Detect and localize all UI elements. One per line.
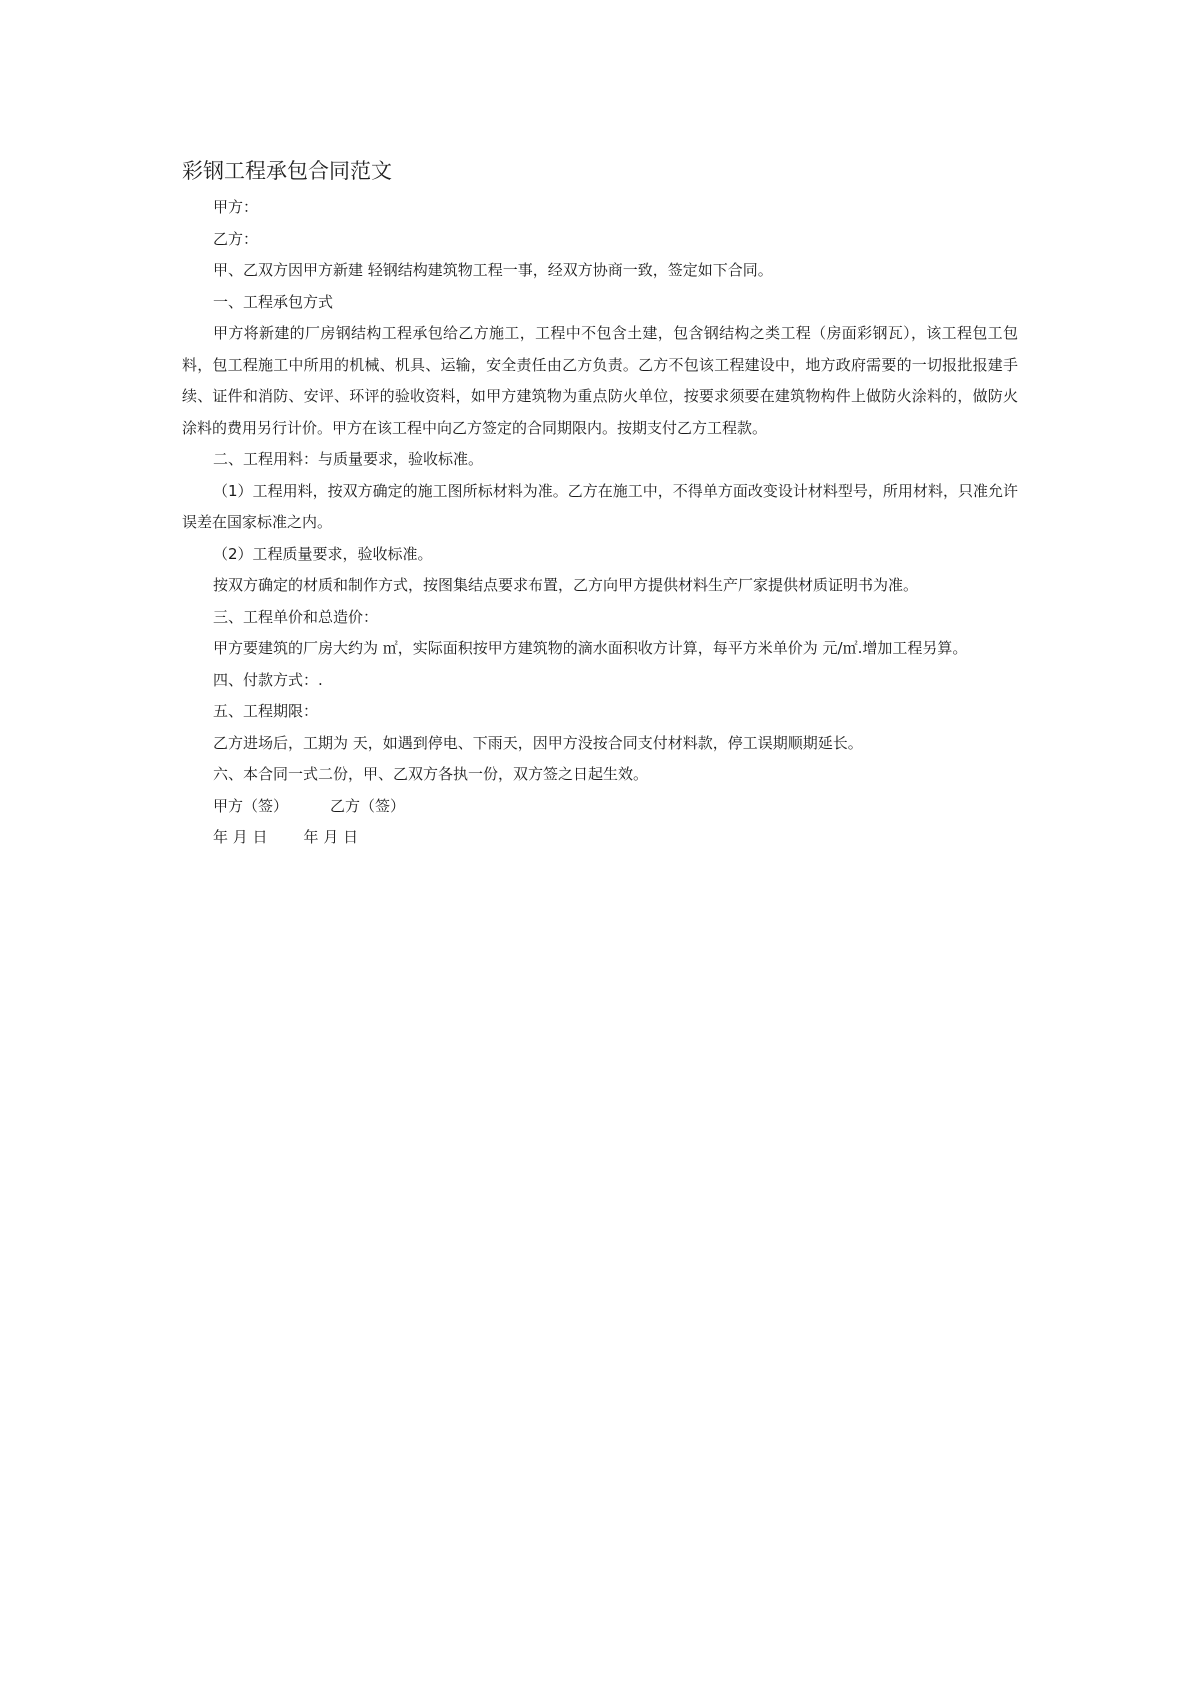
section-6-body: 六、本合同一式二份，甲、乙双方各执一份，双方签之日起生效。 [213,765,649,783]
section-2-heading: 二、工程用料：与质量要求，验收标准。 [213,450,484,468]
party-a-signature: 甲方（签） [213,796,289,815]
party-b-signature: 乙方（签） [330,796,406,815]
party-a-line: 甲方： [213,198,259,216]
section-5-heading: 五、工程期限： [213,702,319,720]
party-b-line: 乙方： [213,229,259,248]
date-row [182,822,1018,854]
section-2-body: 按双方确定的材质和制作方式，按图集结点要求布置，乙方向甲方提供材料生产厂家提供材质证明书为准。 [213,576,919,594]
section-3-body: 甲方要建筑的厂房大约为 ㎡，实际面积按甲方建筑物的滴水面积收方计算，每平方米单价为 元/㎡.增加工程另算。 [213,639,968,657]
section-1-body: 甲方将新建的厂房钢结构工程承包给乙方施工，工程中不包含土建，包含钢结构之类工程（房面彩钢瓦），该工程包工包料，包工程施工中所用的机械、机具、运输，安全责任由乙方负责。乙方不包该工程建设中，地方政府需要的一切报批报建手续、证件和消防、安评、环评的验收资料，如甲方建筑物为重点防火单位，按要求须要在建筑物构件上做防火涂料的，做防火涂料的费用另行计价。甲方在该工程中向乙方签定的合同期限内。按期支付乙方工程款。 [182,324,1018,437]
section-2-item-1: （1）工程用料，按双方确定的施工图所标材料为准。乙方在施工中，不得单方面改变设计材料型号，所用材料，只准允许误差在国家标准之内。 [182,481,1018,531]
signature-row [182,791,1018,823]
intro-paragraph: 甲、乙双方因甲方新建 轻钢结构建筑物工程一事，经双方协商一致，签定如下合同。 [213,261,773,279]
section-4-heading: 四、付款方式：. [213,670,323,689]
section-1-heading: 一、工程承包方式 [213,292,334,311]
party-a-date: 年 月 日 [213,828,268,846]
section-3-heading: 三、工程单价和总造价： [213,607,379,626]
document-title: 彩钢工程承包合同范文 [182,159,392,183]
document-page [182,154,1018,854]
party-b-date: 年 月 日 [303,828,359,846]
section-2-item-2: （2）工程质量要求，验收标准。 [213,544,433,563]
section-5-body: 乙方进场后，工期为 天，如遇到停电、下雨天，因甲方没按合同支付材料款，停工误期顺期延长。 [213,733,863,752]
